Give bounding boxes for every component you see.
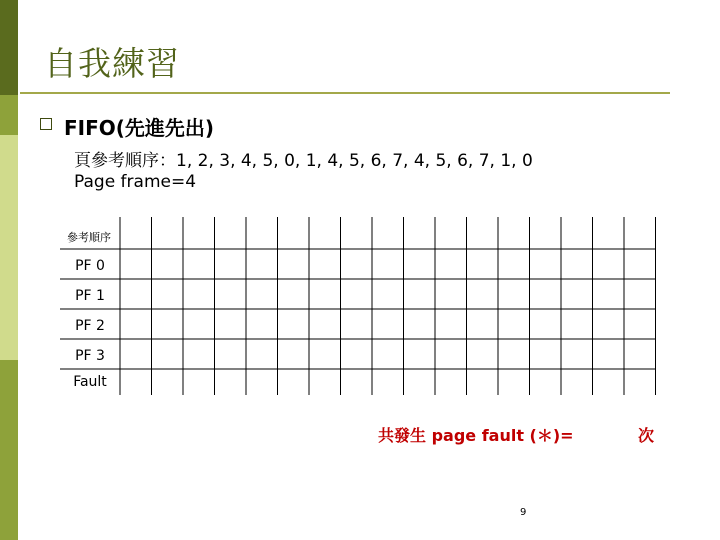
slide-title: 自我練習 bbox=[44, 44, 180, 83]
fault-summary-unit: 次 bbox=[638, 426, 655, 445]
sidebar-segment-mid-lower bbox=[0, 360, 18, 540]
sidebar-segment-mid bbox=[0, 95, 18, 135]
sidebar-decoration bbox=[0, 0, 18, 540]
section-heading: FIFO(先進先出) bbox=[64, 116, 215, 140]
title-divider bbox=[20, 92, 670, 94]
row-label-fault: Fault bbox=[73, 374, 107, 390]
page-number: 9 bbox=[520, 507, 527, 518]
page-frame-count: Page frame=4 bbox=[74, 172, 197, 192]
row-label-reference: 參考順序 bbox=[67, 231, 111, 244]
sidebar-segment-dark bbox=[0, 0, 18, 95]
row-label-pf2: PF 2 bbox=[75, 318, 105, 334]
row-label-pf3: PF 3 bbox=[75, 348, 105, 364]
row-label-pf0: PF 0 bbox=[75, 258, 105, 274]
fault-summary-label: 共發生 page fault (＊)= bbox=[378, 426, 574, 445]
sidebar-segment-light bbox=[0, 135, 18, 360]
bullet-square-icon bbox=[40, 118, 52, 130]
reference-string: 頁參考順序：1, 2, 3, 4, 5, 0, 1, 4, 5, 6, 7, 4, 5, 6, 7, 1, 0 bbox=[74, 151, 533, 171]
fifo-table-grid bbox=[60, 217, 670, 397]
row-label-pf1: PF 1 bbox=[75, 288, 105, 304]
